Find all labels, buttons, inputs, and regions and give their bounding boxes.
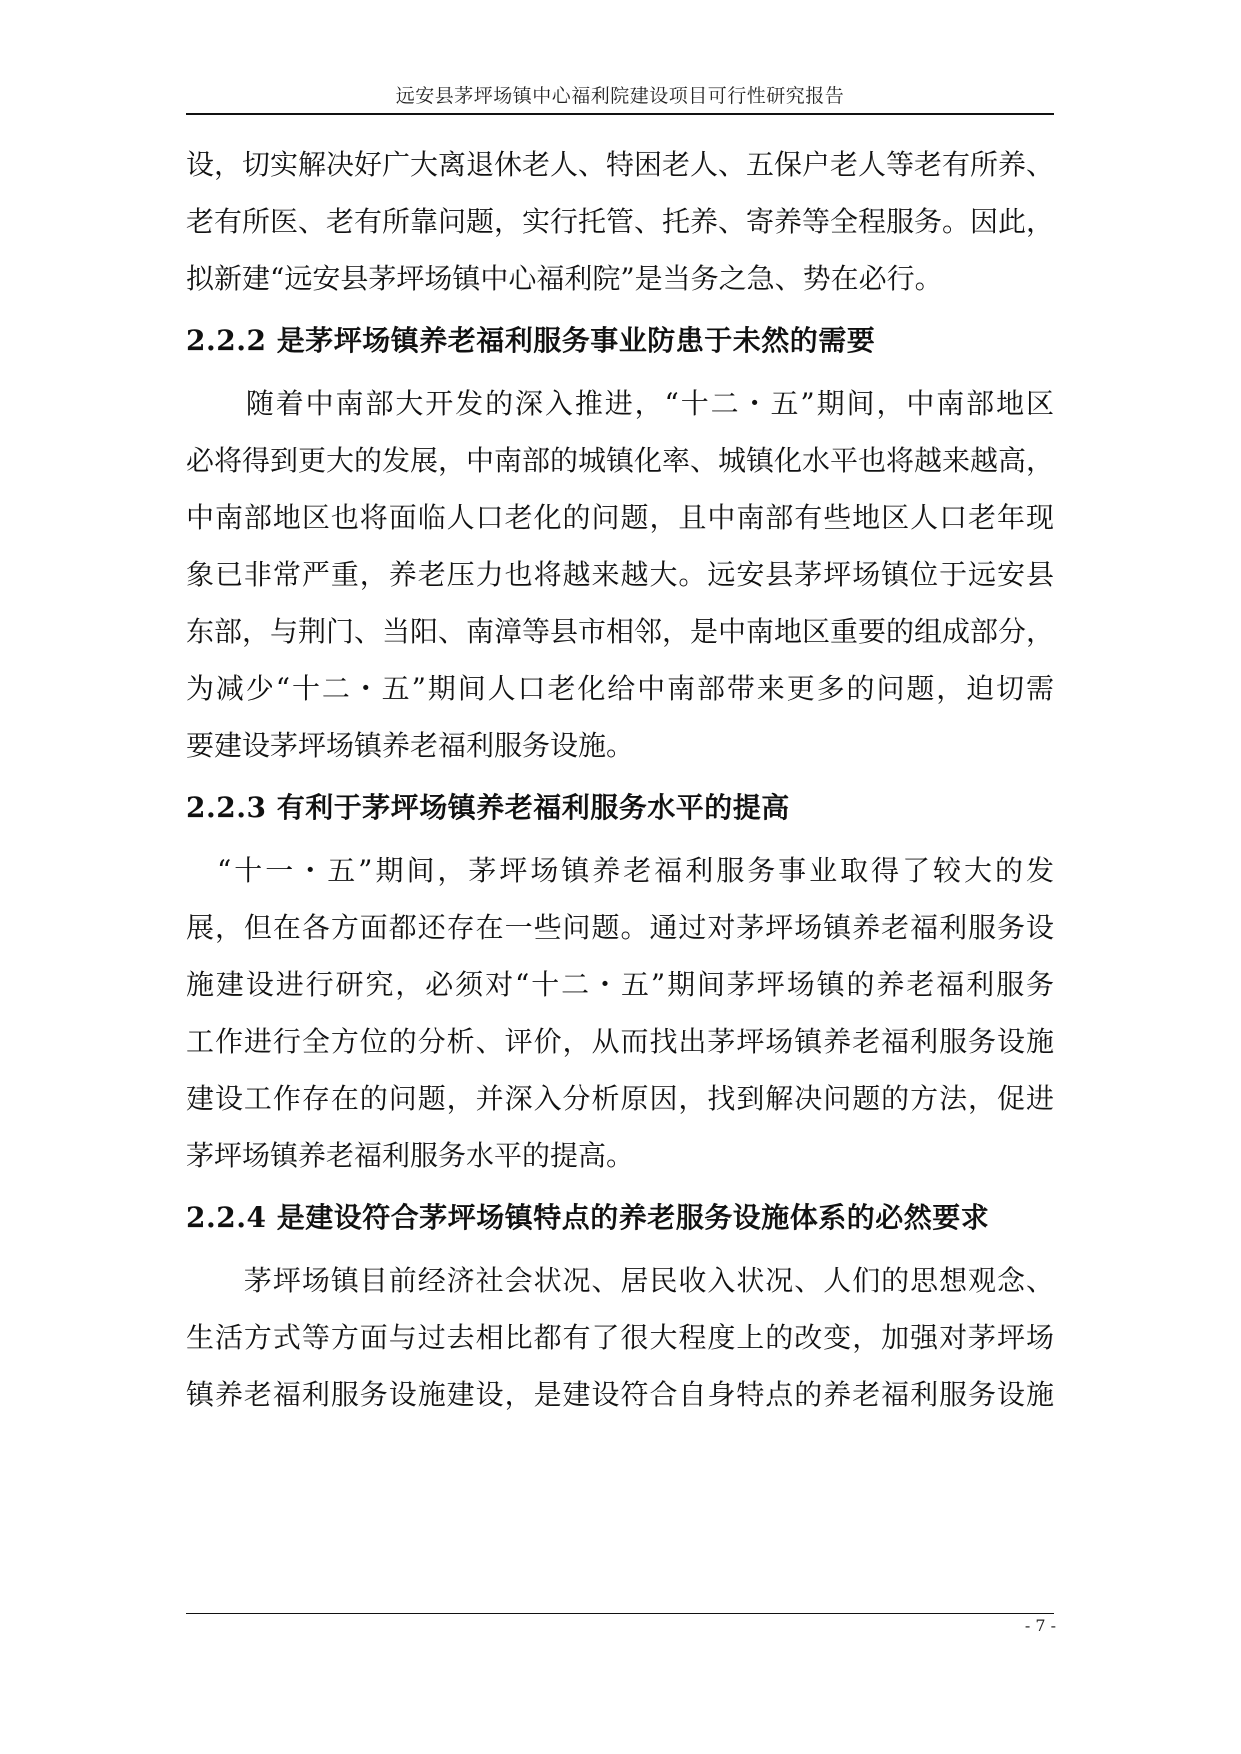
paragraph-line: 象已非常严重，养老压力也将越来越大。远安县茅坪场镇位于远安县 — [186, 558, 1054, 591]
section-heading-2-2-2: 2.2.2 是茅坪场镇养老福利服务事业防患于未然的需要 — [186, 324, 876, 357]
section-heading-2-2-3: 2.2.3 有利于茅坪场镇养老福利服务水平的提高 — [186, 791, 790, 824]
paragraph-line: 工作进行全方位的分析、评价，从而找出茅坪场镇养老福利服务设施 — [186, 1025, 1054, 1058]
section-heading-2-2-4: 2.2.4 是建设符合茅坪场镇特点的养老服务设施体系的必然要求 — [186, 1201, 990, 1234]
paragraph-line: 建设工作存在的问题，并深入分析原因，找到解决问题的方法，促进 — [186, 1082, 1054, 1115]
paragraph-line: 要建设茅坪场镇养老福利服务设施。 — [186, 729, 635, 762]
paragraph-line: 镇养老福利服务设施建设，是建设符合自身特点的养老福利服务设施 — [186, 1378, 1054, 1411]
paragraph-line: 拟新建“远安县茅坪场镇中心福利院”是当务之急、势在必行。 — [186, 262, 943, 295]
paragraph-line: 老有所医、老有所靠问题，实行托管、托养、寄养等全程服务。因此， — [186, 205, 1055, 238]
paragraph-line: 为减少“十二・五”期间人口老化给中南部带来更多的问题，迫切需 — [186, 672, 1054, 705]
paragraph-line: 东部，与荆门、当阳、南漳等县市相邻，是中南地区重要的组成部分， — [186, 615, 1055, 648]
header-rule — [186, 113, 1054, 115]
paragraph-line: 必将得到更大的发展，中南部的城镇化率、城镇化水平也将越来越高， — [186, 444, 1055, 477]
paragraph-line: 中南部地区也将面临人口老化的问题，且中南部有些地区人口老年现 — [186, 501, 1054, 534]
paragraph-line: 施建设进行研究，必须对“十二・五”期间茅坪场镇的养老福利服务 — [186, 968, 1054, 1001]
paragraph-line: 茅坪场镇目前经济社会状况、居民收入状况、人们的思想观念、 — [186, 1264, 1054, 1297]
paragraph-line: 随着中南部大开发的深入推进，“十二・五”期间，中南部地区 — [186, 387, 1054, 420]
paragraph-line: 设，切实解决好广大离退休老人、特困老人、五保户老人等老有所养、 — [186, 148, 1055, 181]
footer-rule — [186, 1613, 1054, 1614]
paragraph-line: 展，但在各方面都还存在一些问题。通过对茅坪场镇养老福利服务设 — [186, 911, 1054, 944]
paragraph-line: 生活方式等方面与过去相比都有了很大程度上的改变，加强对茅坪场 — [186, 1321, 1054, 1354]
paragraph-line: 茅坪场镇养老福利服务水平的提高。 — [186, 1139, 635, 1172]
page-number: - 7 - — [1024, 1616, 1056, 1635]
paragraph-line: “十一・五”期间，茅坪场镇养老福利服务事业取得了较大的发 — [186, 854, 1054, 887]
page-header-title: 远安县茅坪场镇中心福利院建设项目可行性研究报告 — [395, 85, 845, 107]
